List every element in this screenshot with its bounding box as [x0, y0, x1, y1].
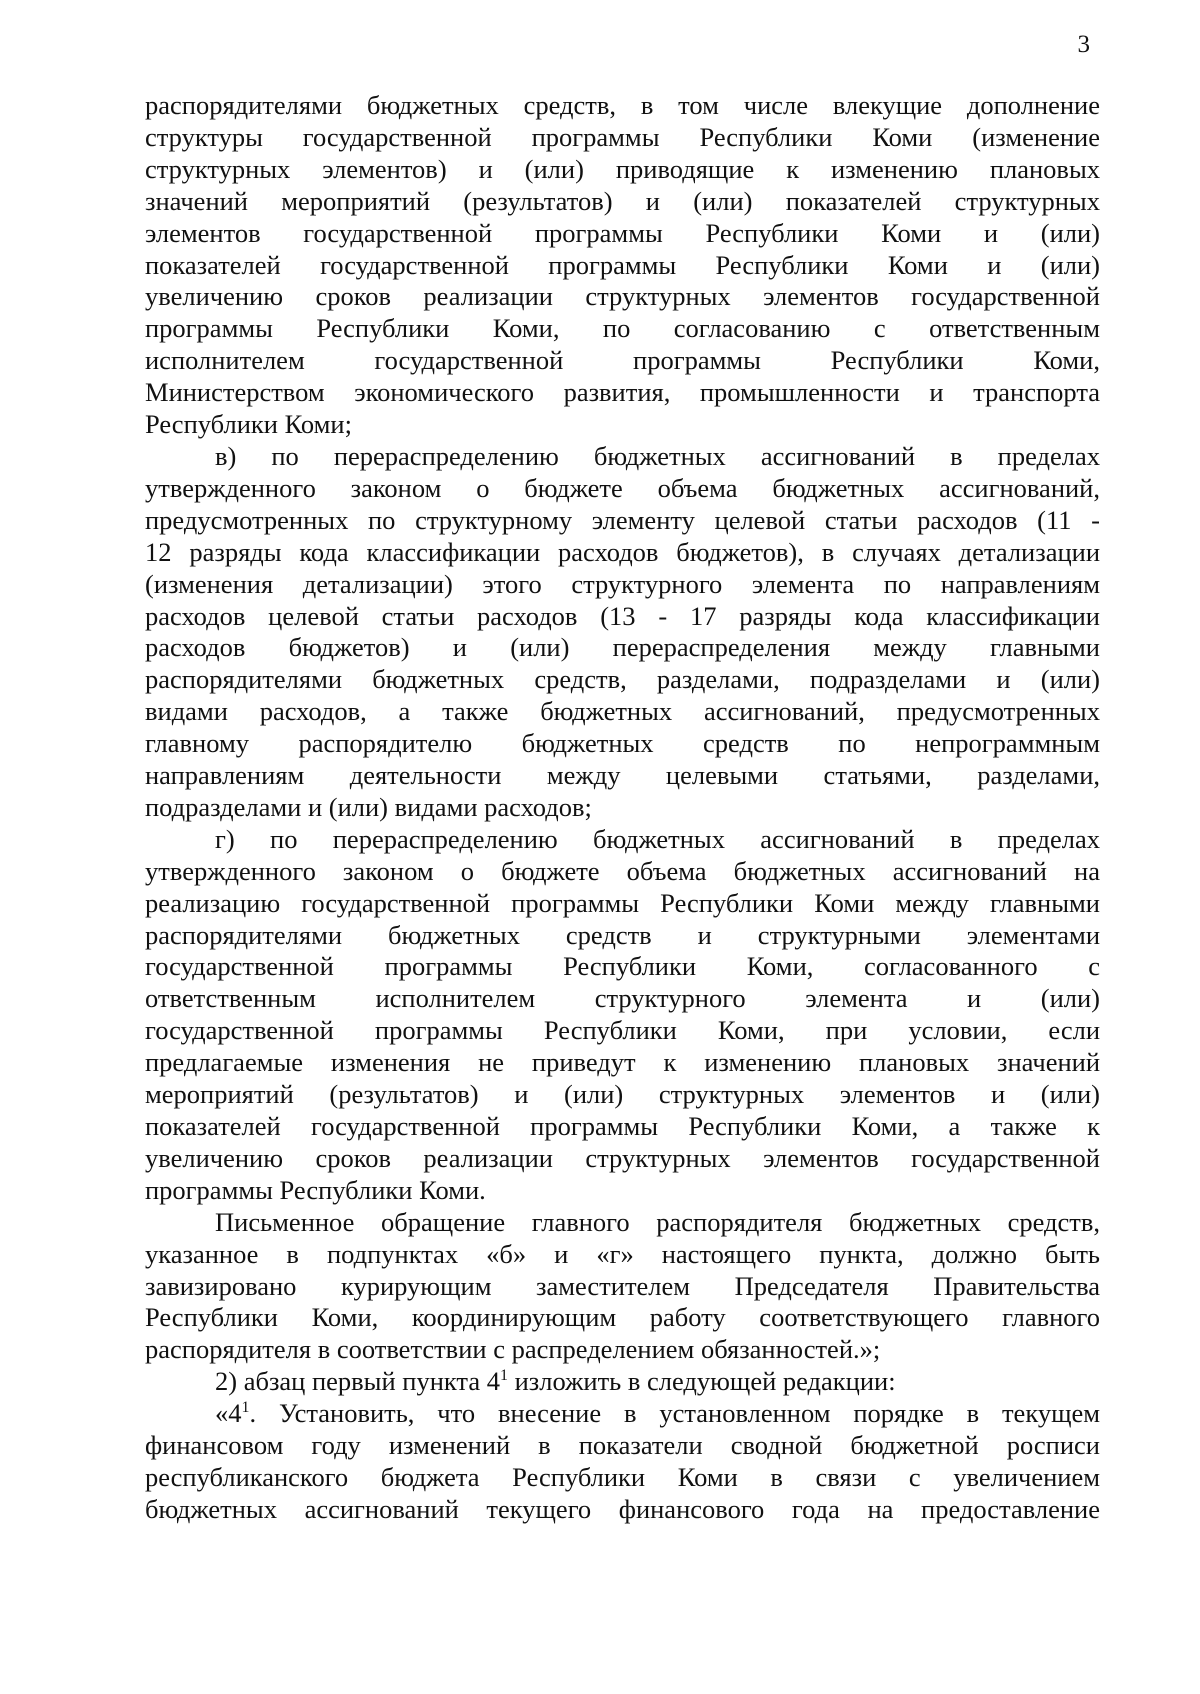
- document-body: [145, 90, 1100, 1526]
- text-line: элементов государственной программы Республики Коми и (или): [145, 217, 1100, 248]
- text-line: предлагаемые изменения не приведут к изменению плановых значений: [145, 1047, 1100, 1078]
- text-line: программы Республики Коми, по согласованию с ответственным: [145, 313, 1100, 344]
- text-line: распорядителями бюджетных средств, разделами, подразделами и (или): [145, 664, 1100, 695]
- text-line: 2) абзац первый пункта $4^1$ изложить в следующей редакции:: [215, 1366, 896, 1397]
- paragraph-written-request: [145, 1207, 1100, 1367]
- text-line: государственной программы Республики Коми, при условии, если: [145, 1015, 1100, 1046]
- text-line: ответственным исполнителем структурного элемента и (или): [145, 983, 1100, 1014]
- text-line: бюджетных ассигнований текущего финансового года на предоставление: [145, 1493, 1100, 1524]
- paragraph-continuation: [145, 90, 1100, 441]
- text-line: (изменения детализации) этого структурного элемента по направлениям: [145, 568, 1100, 599]
- text-line: Письменное обращение главного распорядителя бюджетных средств,: [215, 1206, 1100, 1237]
- text-line: государственной программы Республики Коми, согласованного с: [145, 951, 1100, 982]
- text-line: структурных элементов) и (или) приводящие к изменению плановых: [145, 153, 1100, 184]
- text-line: увеличению сроков реализации структурных элементов государственной: [145, 1142, 1100, 1173]
- page-number: 3: [1077, 31, 1090, 58]
- text-line: мероприятий (результатов) и (или) структурных элементов и (или): [145, 1079, 1100, 1110]
- text-line: программы Республики Коми.: [145, 1174, 486, 1205]
- text-line: г) по перераспределению бюджетных ассигнований в пределах: [215, 823, 1100, 854]
- text-line: предусмотренных по структурному элементу целевой статьи расходов (11 -: [145, 504, 1100, 535]
- text-line: показателей государственной программы Республики Коми, а также к: [145, 1111, 1100, 1141]
- text-line: исполнителем государственной программы Республики Коми,: [145, 345, 1100, 376]
- text-line: реализацию государственной программы Республики Коми между главными: [145, 887, 1100, 918]
- text-line: утвержденного законом о бюджете объема бюджетных ассигнований на: [145, 855, 1100, 886]
- paragraph-item-4-1: [145, 1398, 1100, 1526]
- text-line: Министерством экономического развития, промышленности и транспорта: [145, 377, 1100, 408]
- text-line: направлениям деятельности между целевыми статьями, разделами,: [145, 760, 1100, 791]
- text-line: указанное в подпунктах «б» и «г» настоящего пункта, должно быть: [145, 1238, 1100, 1269]
- text-line: завизировано курирующим заместителем Председателя Правительства: [145, 1270, 1100, 1301]
- text-line: расходов целевой статьи расходов (13 - 17 разряды кода классификации: [145, 600, 1100, 631]
- text-line: главному распорядителю бюджетных средств по непрограммным: [145, 728, 1100, 759]
- paragraph-item-v: [145, 441, 1100, 824]
- text-line: республиканского бюджета Республики Коми в связи с увеличением: [145, 1461, 1100, 1492]
- text-line: Республики Коми, координирующим работу соответствующего главного: [145, 1302, 1100, 1333]
- text-line: Республики Коми;: [145, 409, 352, 440]
- text-line: структуры государственной программы Республики Коми (изменение: [145, 121, 1100, 152]
- text-line: 12 разряды кода классификации расходов бюджетов), в случаях детализации: [145, 536, 1100, 567]
- text-line: распорядителя в соответствии с распределением обязанностей.»;: [145, 1334, 881, 1365]
- text-line: утвержденного законом о бюджете объема бюджетных ассигнований,: [145, 472, 1100, 503]
- paragraph-item-2: [145, 1366, 1100, 1398]
- text-line: распорядителями бюджетных средств и структурными элементами: [145, 919, 1100, 950]
- text-line: подразделами и (или) видами расходов;: [145, 791, 592, 822]
- text-line: в) по перераспределению бюджетных ассигнований в пределах: [215, 440, 1100, 471]
- text-line: увеличению сроков реализации структурных элементов государственной: [145, 281, 1100, 312]
- text-line: показателей государственной программы Республики Коми и (или): [145, 249, 1100, 280]
- paragraph-item-g: [145, 824, 1100, 1207]
- text-line: расходов бюджетов) и (или) перераспределения между главными: [145, 632, 1100, 663]
- text-line: значений мероприятий (результатов) и (или) показателей структурных: [145, 185, 1100, 216]
- text-line: распорядителями бюджетных средств, в том числе влекущие дополнение: [145, 90, 1100, 120]
- text-line: видами расходов, а также бюджетных ассигнований, предусмотренных: [145, 696, 1100, 727]
- text-line: «$4^1$. Установить, что внесение в установленном порядке в текущем: [215, 1398, 1100, 1429]
- text-line: финансовом году изменений в показатели сводной бюджетной росписи: [145, 1430, 1100, 1461]
